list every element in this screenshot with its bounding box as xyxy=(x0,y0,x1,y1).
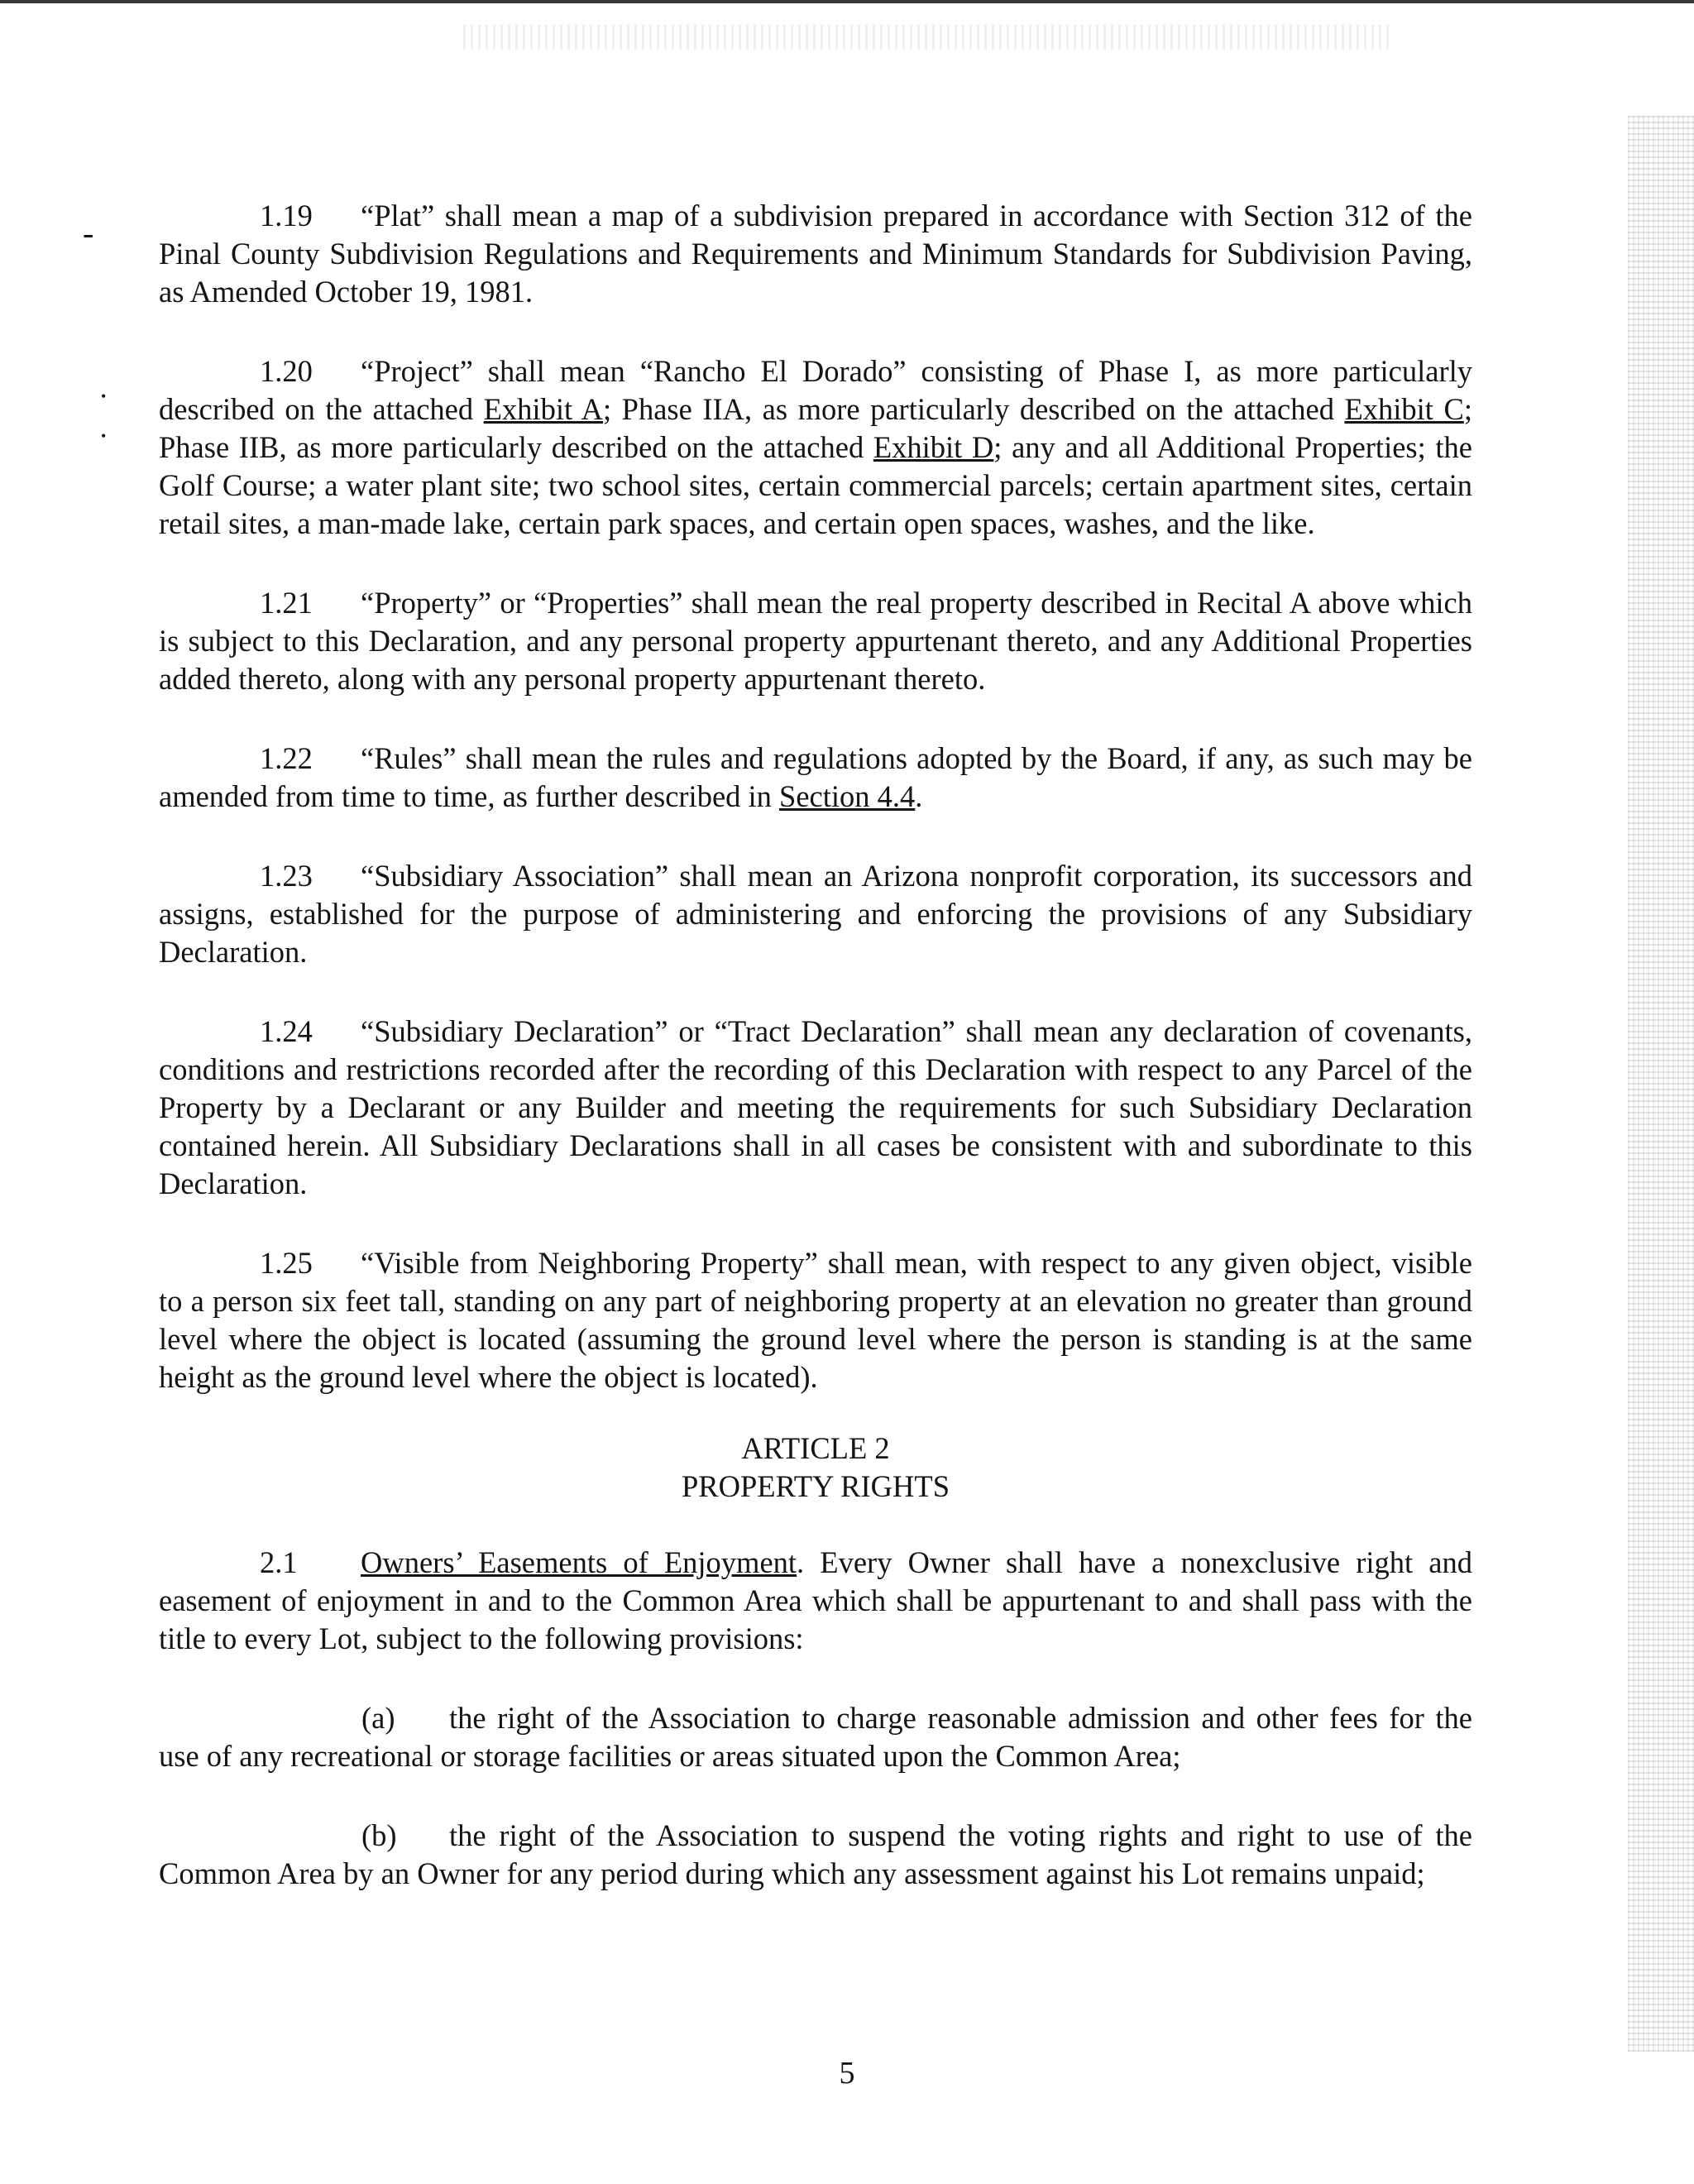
section-number: 1.23 xyxy=(260,859,313,893)
provision-label: (a) xyxy=(361,1701,395,1735)
provision-label: (b) xyxy=(361,1818,397,1852)
margin-dash-mark: - xyxy=(83,214,94,251)
margin-dot-mark: • xyxy=(101,388,107,405)
scan-noise-right-edge xyxy=(1628,116,1694,2052)
exhibit-c-reference: Exhibit C xyxy=(1344,392,1464,426)
definition-1-22 xyxy=(159,740,1472,816)
definition-text: “Subsidiary Association” shall mean an Arizona nonprofit corporation, its successors and assigns, established for the purpose of administering and enforcing the provisions of any Subsidiary Declaration. xyxy=(159,859,1472,969)
section-number: 1.25 xyxy=(260,1246,313,1280)
provision-b xyxy=(159,1817,1472,1893)
definition-text: ; any and all Additional Properties; the Golf Course; a water plant site; two school sites, certain commercial parcels; certain apartment sites, certain retail sites, a man-made lake, certain park spaces, and certain open spaces, washes, and the like. xyxy=(159,430,1472,540)
section-text: . Every Owner shall have a nonexclusive right and easement of enjoyment in and to the Common Area which shall be appurtenant to and shall pass with the title to every Lot, subject to the following provisions: xyxy=(159,1545,1472,1655)
definition-text: “Plat” shall mean a map of a subdivision prepared in accordance with Section 312 of the Pinal County Subdivision Regulations and Requirements and Minimum Standards for Subdivision Paving, as Amended October 19, 1981. xyxy=(159,199,1472,309)
section-number: 1.20 xyxy=(260,354,313,388)
scan-noise-top xyxy=(463,25,1390,50)
page-number: 5 xyxy=(839,2056,855,2091)
definition-1-24 xyxy=(159,1013,1472,1203)
definition-text: ; Phase IIA, as more particularly described on the attached xyxy=(602,392,1345,426)
definition-text: “Property” or “Properties” shall mean the real property described in Recital A above which is subject to this Declaration, and any personal property appurtenant thereto, and any Additional Properties added thereto, along with any personal property appurtenant thereto. xyxy=(159,586,1472,696)
article-title: PROPERTY RIGHTS xyxy=(682,1469,950,1503)
definition-1-19 xyxy=(159,197,1472,311)
provision-a xyxy=(159,1699,1472,1775)
section-number: 1.22 xyxy=(260,741,313,775)
section-2-1 xyxy=(159,1544,1472,1658)
section-number: 1.19 xyxy=(260,199,313,232)
section-number: 1.21 xyxy=(260,586,313,620)
document-body xyxy=(159,197,1472,1893)
definition-text: “Rules” shall mean the rules and regulations adopted by the Board, if any, as such may be amended from time to time, as further described in xyxy=(159,741,1472,813)
exhibit-a-reference: Exhibit A xyxy=(483,392,603,426)
definition-1-20 xyxy=(159,352,1472,543)
definition-1-23 xyxy=(159,857,1472,971)
definition-1-21 xyxy=(159,584,1472,698)
section-heading: Owners’ Easements of Enjoyment xyxy=(361,1545,797,1579)
article-heading xyxy=(159,1430,1472,1506)
definition-1-25 xyxy=(159,1244,1472,1396)
top-scan-edge xyxy=(0,0,1694,3)
section-4-4-reference: Section 4.4 xyxy=(779,779,916,813)
margin-dot-mark: • xyxy=(101,428,107,444)
provision-text: the right of the Association to suspend the voting rights and right to use of the Common Area by an Owner for any period during which any assessment against his Lot remains unpaid; xyxy=(159,1818,1472,1890)
provision-text: the right of the Association to charge reasonable admission and other fees for the use of any recreational or storage facilities or areas situated upon the Common Area; xyxy=(159,1701,1472,1773)
definition-text: “Visible from Neighboring Property” shall mean, with respect to any given object, visible to a person six feet tall, standing on any part of neighboring property at an elevation no greater than ground level where the object is located (assuming the ground level where the person is standing is at the same height as the ground level where the object is located). xyxy=(159,1246,1472,1394)
article-number: ARTICLE 2 xyxy=(741,1431,890,1465)
definition-text: “Subsidiary Declaration” or “Tract Declaration” shall mean any declaration of covenants, conditions and restrictions recorded after the recording of this Declaration with respect to any Parcel of the Property by a Declarant or any Builder and meeting the requirements for such Subsidiary Declaration contained herein. All Subsidiary Declarations shall in all cases be consistent with and subordinate to this Declaration. xyxy=(159,1014,1472,1200)
definition-text: ; Phase IIB, as more particularly described on the attached xyxy=(159,392,1472,464)
definition-text: “Project” shall mean “Rancho El Dorado” consisting of Phase I, as more particularly described on the attached xyxy=(159,354,1472,426)
section-number: 1.24 xyxy=(260,1014,313,1048)
definition-text: . xyxy=(915,779,923,813)
section-number: 2.1 xyxy=(260,1545,298,1579)
exhibit-d-reference: Exhibit D xyxy=(873,430,994,464)
